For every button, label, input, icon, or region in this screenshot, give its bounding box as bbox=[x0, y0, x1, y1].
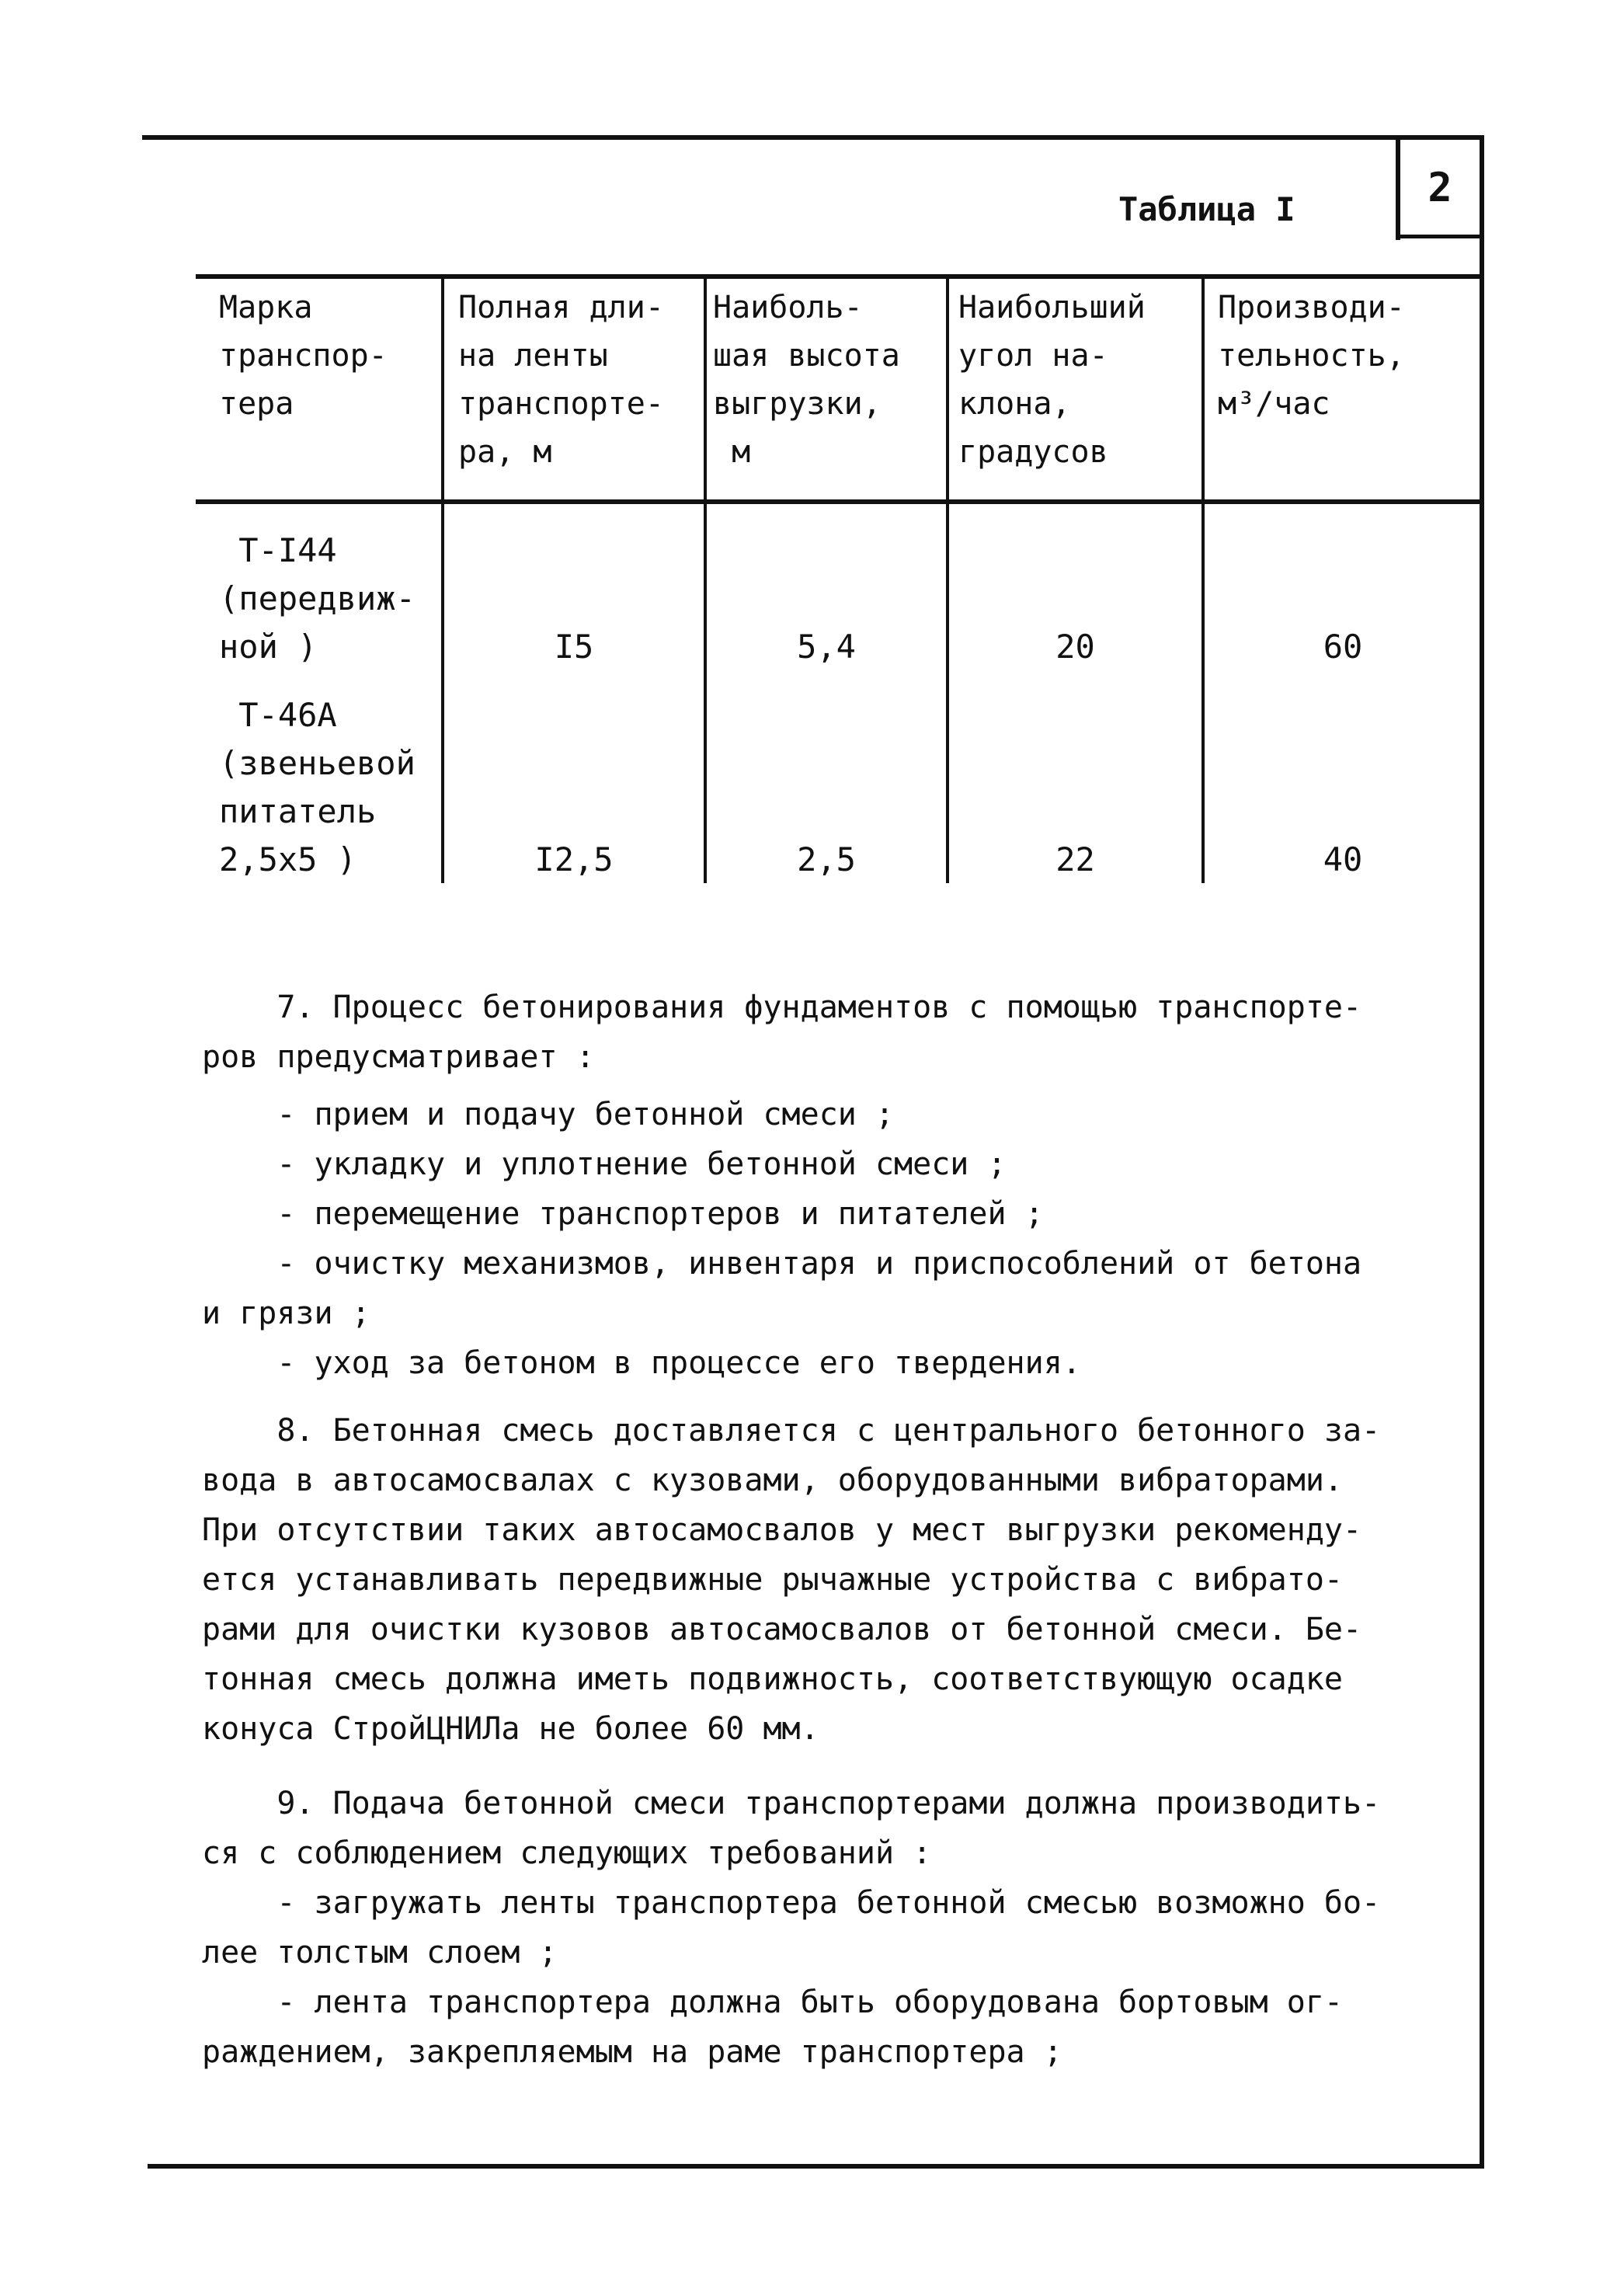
table-top-rule bbox=[196, 274, 1481, 279]
header-belt-length: Полная дли- на ленты транспорте- ра, м bbox=[458, 290, 664, 470]
section-7 bbox=[202, 983, 1460, 1388]
text-line: - укладку и уплотнение бетонной смеси ; bbox=[202, 1146, 1007, 1182]
text-line: 9. Подача бетонной смеси транспортерами должна производить- bbox=[202, 1786, 1381, 1821]
table-cell: 60 bbox=[1323, 628, 1363, 666]
section-8 bbox=[202, 1406, 1460, 1754]
text-line: - лента транспортера должна быть оборудована бортовым ог- bbox=[202, 1985, 1344, 2020]
column-divider bbox=[946, 277, 949, 883]
text-line: - очистку механизмов, инвентаря и приспособлений от бетона bbox=[202, 1246, 1362, 1282]
table-cell: 40 bbox=[1323, 840, 1363, 878]
text-line: раждением, закрепляемым на раме транспортера ; bbox=[202, 2034, 1062, 2070]
page-right-rule bbox=[1480, 135, 1484, 2168]
text-line: - перемещение транспортеров и питателей ; bbox=[202, 1196, 1044, 1232]
page-number-box-bottom bbox=[1396, 235, 1484, 238]
text-line: При отсутствии таких автосамосвалов у мест выгрузки рекоменду- bbox=[202, 1512, 1362, 1548]
text-line: ров предусматривает : bbox=[202, 1039, 595, 1075]
table-cell: 5,4 bbox=[797, 628, 856, 666]
text-line: 8. Бетонная смесь доставляется с центрального бетонного за- bbox=[202, 1413, 1381, 1449]
text-line: конуса СтройЦНИЛа не более 60 мм. bbox=[202, 1711, 819, 1747]
table-cell: I2,5 bbox=[534, 840, 614, 878]
text-line: рами для очистки кузовов автосамосвалов от бетонной смеси. Бе- bbox=[202, 1612, 1362, 1647]
header-unload-height: Наиболь- шая высота выгрузки, м bbox=[713, 290, 900, 470]
text-line: - загружать ленты транспортера бетонной смесью возможно бо- bbox=[202, 1885, 1381, 1921]
table-row-name: Т-I44 (передвиж- ной ) bbox=[219, 531, 416, 666]
text-line: лее толстым слоем ; bbox=[202, 1935, 558, 1971]
text-line: вода в автосамосвалах с кузовами, оборудованными вибраторами. bbox=[202, 1463, 1344, 1498]
column-divider bbox=[441, 277, 444, 883]
header-incline-angle: Наибольший угол на- клона, градусов bbox=[958, 290, 1146, 470]
text-line: тонная смесь должна иметь подвижность, соответствующую осадке bbox=[202, 1661, 1344, 1697]
text-line: ся с соблюдением следующих требований : bbox=[202, 1835, 932, 1871]
table-cell: I5 bbox=[554, 628, 594, 666]
table-cell: 22 bbox=[1055, 840, 1095, 878]
text-line: 7. Процесс бетонирования фундаментов с помощью транспорте- bbox=[202, 990, 1362, 1025]
table-caption: Таблица I bbox=[1118, 190, 1295, 228]
text-line: ется устанавливать передвижные рычажные устройства с вибрато- bbox=[202, 1562, 1344, 1598]
table-row-name: Т-46А (звеньевой питатель 2,5х5 ) bbox=[219, 696, 416, 878]
column-divider bbox=[1201, 277, 1205, 883]
text-line: - прием и подачу бетонной смеси ; bbox=[202, 1097, 895, 1132]
header-capacity: Производи- тельность, м³/час bbox=[1218, 290, 1405, 422]
text-line bbox=[202, 1082, 1460, 1090]
text-line: и грязи ; bbox=[202, 1296, 370, 1331]
table-cell: 20 bbox=[1055, 628, 1095, 666]
table-header-rule bbox=[196, 499, 1481, 504]
section-9 bbox=[202, 1779, 1460, 2077]
header-brand: Марка транспор- тера bbox=[219, 290, 388, 422]
page-top-rule bbox=[142, 135, 1483, 140]
page-number: 2 bbox=[1428, 165, 1452, 211]
page-bottom-rule bbox=[148, 2164, 1484, 2169]
text-line: - уход за бетоном в процессе его твердения. bbox=[202, 1345, 1081, 1381]
table-cell: 2,5 bbox=[797, 840, 856, 878]
column-divider bbox=[704, 277, 707, 883]
